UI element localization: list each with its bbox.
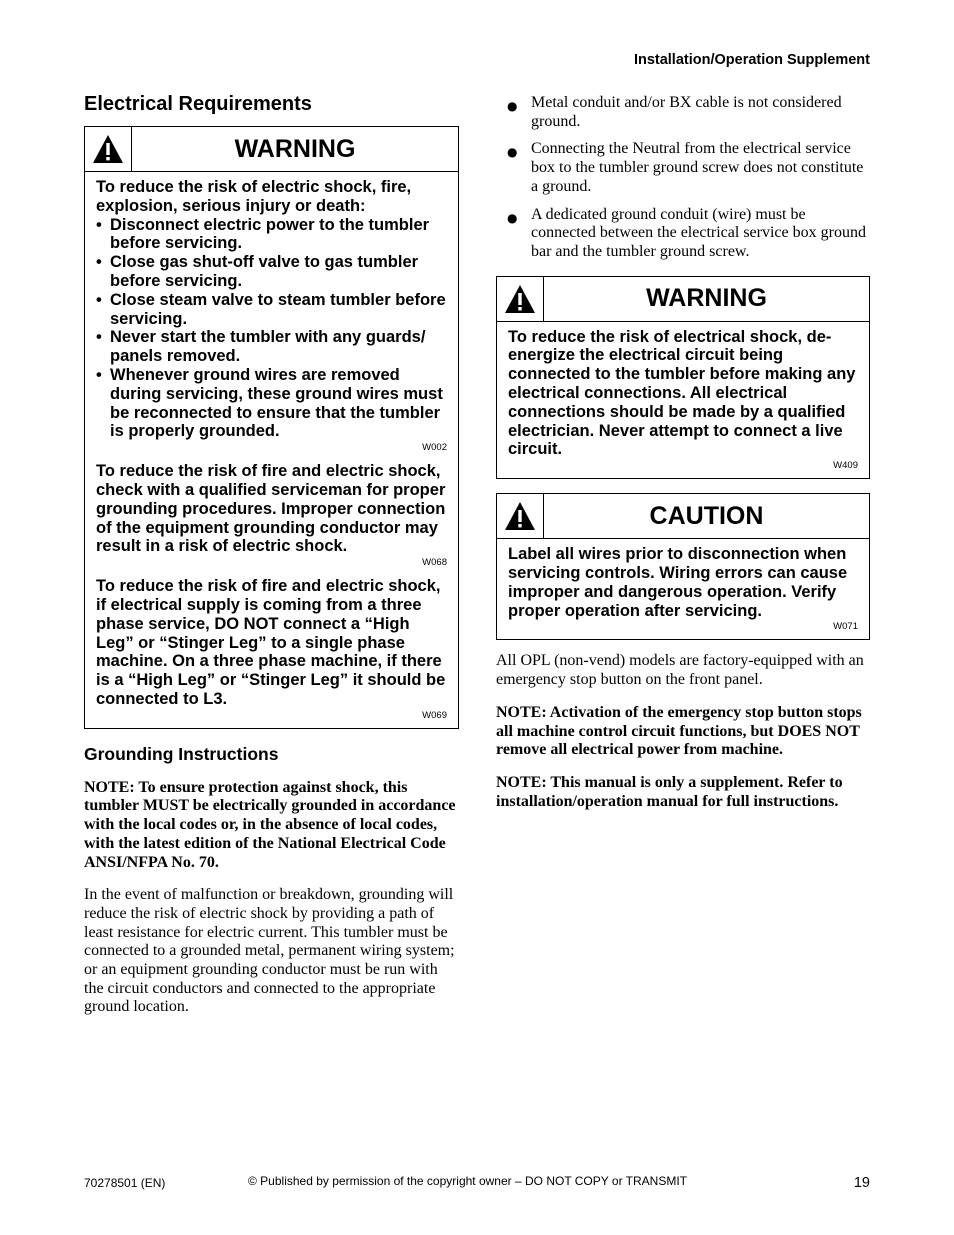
warning-paragraph: To reduce the risk of electrical shock, de-energize the electrical circuit being connected to the tumbler before making any electrical connections. All electrical connections should be made by a qualified electrician. Never attempt to connect a live circuit. xyxy=(508,327,856,459)
supplement-note: NOTE: This manual is only a supplement. Refer to installation/operation manual for full instructions. xyxy=(496,773,843,810)
grounding-title: Grounding Instructions xyxy=(84,743,279,764)
stop-button-note: NOTE: Activation of the emergency stop button stops all machine control circuit functions, but DOES NOT remove all electrical power from machine. xyxy=(496,703,862,759)
warning-paragraph: To reduce the risk of fire and electric shock, check with a qualified serviceman for proper grounding procedures. Improper connection of the equipment grounding conductor may result in a risk of electric shock. xyxy=(96,462,446,556)
bullet-text: A dedicated ground conduit (wire) must be connected between the electrical service box ground bar and the tumbler ground screw. xyxy=(531,205,866,260)
left-column xyxy=(84,92,459,1031)
warning-list-item: • Never start the tumbler with any guards/ panels removed. xyxy=(96,328,447,366)
warning-list-item: • Close gas shut-off valve to gas tumbler before servicing. xyxy=(96,253,447,291)
page-number: 19 xyxy=(853,1175,870,1191)
caution-box xyxy=(496,493,870,640)
bullet-item xyxy=(496,206,870,262)
running-header: Installation/Operation Supplement xyxy=(633,52,870,68)
warning-title: WARNING xyxy=(646,284,767,313)
warning-code: W002 xyxy=(422,442,447,454)
bullet-text: Connecting the Neutral from the electrical service box to the tumbler ground screw does not constitute a ground. xyxy=(531,140,864,195)
warning-list-item: • Disconnect electric power to the tumbler before servicing. xyxy=(96,216,447,254)
caution-title: CAUTION xyxy=(649,501,764,530)
section-title: Electrical Requirements xyxy=(84,93,312,115)
warning-code: W069 xyxy=(422,709,447,721)
grounding-paragraph: In the event of malfunction or breakdown, grounding will reduce the risk of electric shock by providing a path of least resistance for electric current. This tumbler must be connected to a grounded metal, permanent wiring system; or an equipment grounding conductor must be run with the circuit conductors and connected to the appropriate ground location. xyxy=(84,886,455,1016)
warning-triangle-icon xyxy=(497,494,544,538)
warning-box xyxy=(84,126,459,729)
warning-box-header xyxy=(497,277,869,322)
caution-code: W071 xyxy=(833,621,858,633)
warning-intro: To reduce the risk of electric shock, fire, explosion, serious injury or death: xyxy=(96,178,412,215)
warning-body xyxy=(85,172,458,728)
warning-list-item: • Whenever ground wires are removed during servicing, these ground wires must be reconnected to ensure that the tumbler is properly grounded. xyxy=(96,366,447,441)
bullet-dot-icon: ● xyxy=(507,145,518,160)
bullet-item xyxy=(496,140,870,196)
warning-title: WARNING xyxy=(234,134,356,163)
bullet-dot-icon: ● xyxy=(507,210,518,225)
warning-code: W068 xyxy=(422,557,447,569)
grounding-note: NOTE: To ensure protection against shock, this tumbler MUST be electrically grounded in accordance with the local codes or, in the absence of local codes, with the latest edition of the National Electrical Code ANSI/NFPA No. 70. xyxy=(84,778,456,871)
opl-paragraph: All OPL (non-vend) models are factory-equipped with an emergency stop button on the front panel. xyxy=(496,652,864,689)
warning-list-item: • Close steam valve to steam tumbler before servicing. xyxy=(96,291,447,329)
bullet-item xyxy=(496,94,870,131)
bullet-text: Metal conduit and/or BX cable is not considered ground. xyxy=(531,94,842,130)
caution-body xyxy=(497,539,869,639)
warning-list xyxy=(96,216,447,442)
warning-code: W409 xyxy=(833,460,858,472)
ground-bullets xyxy=(496,94,870,262)
warning-paragraph: To reduce the risk of fire and electric shock, if electrical supply is coming from a three phase service, DO NOT connect a “High Leg” or “Stinger Leg” to a single phase machine. On a three phase machine, if there is a “High Leg” or “Stinger Leg” it should be connected to L3. xyxy=(96,577,446,708)
doc-number: 70278501 (EN) xyxy=(84,1176,166,1190)
bullet-dot-icon: ● xyxy=(507,99,518,113)
copyright-notice: © Published by permission of the copyright owner – DO NOT COPY or TRANSMIT xyxy=(248,1174,688,1188)
caution-box-header xyxy=(497,494,869,539)
caution-paragraph: Label all wires prior to disconnection when servicing controls. Wiring errors can cause improper and dangerous operation. Verify proper operation after servicing. xyxy=(508,545,848,620)
warning-box-header xyxy=(85,127,458,172)
warning-triangle-icon xyxy=(85,127,132,171)
warning-triangle-icon xyxy=(497,277,544,321)
warning-box-electrical xyxy=(496,276,870,480)
warning-body xyxy=(497,322,869,479)
right-column xyxy=(496,94,870,825)
